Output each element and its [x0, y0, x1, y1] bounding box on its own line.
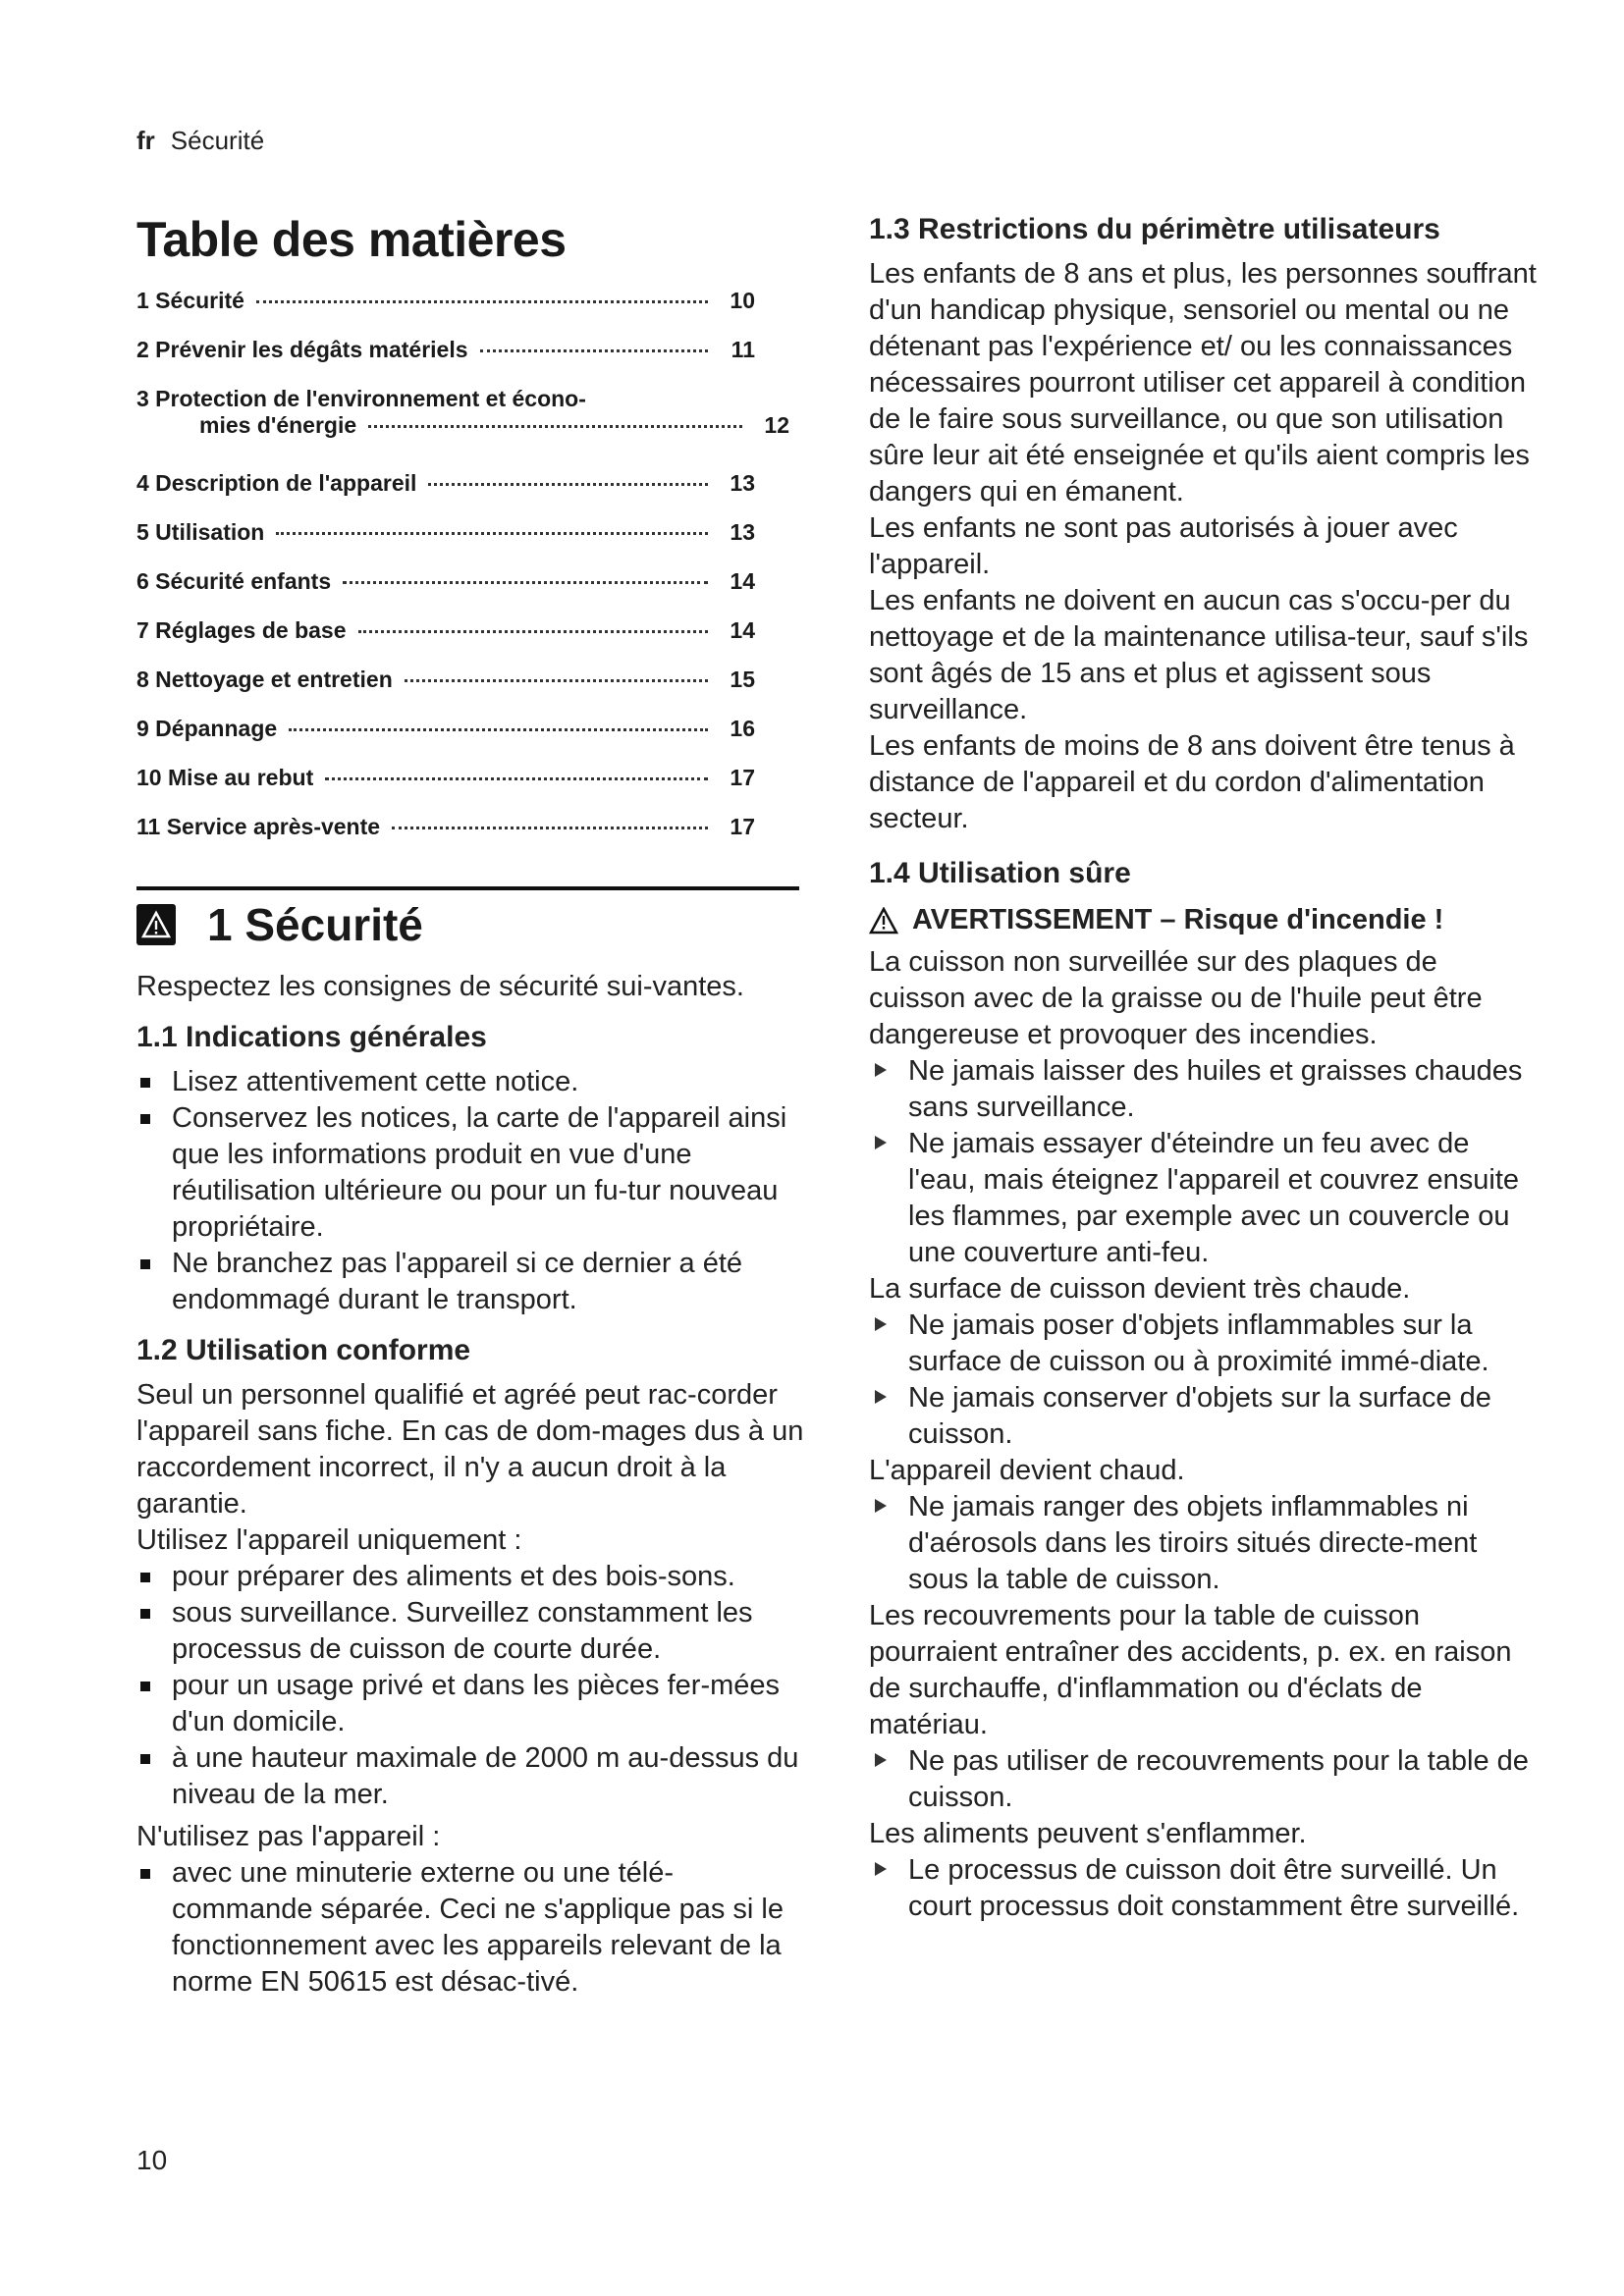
paragraph: Les recouvrements pour la table de cuisson pourraient entraîner des accidents, p. ex. en raison de surchauffe, d'inflammation ou d'éclats de matériau. — [869, 1600, 1512, 1740]
paragraph: Les enfants de 8 ans et plus, les personnes souffrant d'un handicap physique, sensoriel ou mental ou ne détenant pas l'expérience et/ ou les connaissances nécessaires pourront utiliser cet appareil à condition de le faire sous surveillance, ou que son utilisation sûre leur ait été enseignée et qu'ils aient compris les dangers qui en émanent. — [869, 258, 1537, 507]
heading-1-4: 1.4 Utilisation sûre — [869, 857, 1131, 889]
toc-item[interactable]: 4 Description de l'appareil 13 — [136, 470, 755, 496]
list-item: à une hauteur maximale de 2000 m au-dessus du niveau de la mer. — [136, 1740, 804, 1813]
page-header — [136, 126, 264, 156]
list-item: Ne branchez pas l'appareil si ce dernier a été endommagé durant le transport. — [136, 1246, 804, 1318]
heading-1-3: 1.3 Restrictions du périmètre utilisateurs — [869, 213, 1440, 245]
warning-icon — [136, 904, 176, 945]
page-number: 10 — [136, 2145, 168, 2175]
list-item: avec une minuterie externe ou une télé-commande séparée. Ceci ne s'applique pas si le fonctionnement avec les appareils relevant de la norme EN 50615 est désac-tivé. — [136, 1855, 804, 2001]
list-item: Lisez attentivement cette notice. — [136, 1064, 804, 1100]
paragraph: La surface de cuisson devient très chaude. — [869, 1273, 1411, 1305]
toc-title: Table des matières — [136, 212, 567, 267]
action-item: Ne jamais essayer d'éteindre un feu avec de l'eau, mais éteignez l'appareil et couvrez ensuite les flammes, par exemple avec un couvercle ou une couverture anti-feu. — [869, 1126, 1537, 1271]
toc-item[interactable]: 2 Prévenir les dégâts matériels 11 — [136, 337, 755, 362]
heading-1-2: 1.2 Utilisation conforme — [136, 1334, 471, 1366]
paragraph: Les enfants ne sont pas autorisés à jouer avec l'appareil. — [869, 512, 1458, 580]
paragraph: Seul un personnel qualifié et agréé peut rac-corder l'appareil sans fiche. En cas de dom-mages dus à un raccordement incorrect, il n'y a aucun droit à la garantie. — [136, 1379, 804, 1520]
toc-item[interactable]: 10 Mise au rebut 17 — [136, 765, 755, 790]
action-item: Ne jamais conserver d'objets sur la surface de cuisson. — [869, 1380, 1537, 1453]
paragraph: N'utilisez pas l'appareil : — [136, 1821, 441, 1852]
section-heading-securite — [136, 886, 799, 969]
warning-triangle-icon — [869, 907, 898, 934]
action-item: Ne jamais poser d'objets inflammables sur la surface de cuisson ou à proximité immé-diate. — [869, 1308, 1537, 1380]
action-item: Ne pas utiliser de recouvrements pour la table de cuisson. — [869, 1743, 1537, 1816]
section-title: 1 Sécurité — [207, 899, 423, 950]
list-item: Conservez les notices, la carte de l'appareil ainsi que les informations produit en vue d'une réutilisation ultérieure ou pour un fu-tur nouveau propriétaire. — [136, 1100, 804, 1246]
paragraph: L'appareil devient chaud. — [869, 1455, 1185, 1486]
warning-heading: AVERTISSEMENT – Risque d'incendie ! — [869, 902, 1537, 938]
list-item: sous surveillance. Surveillez constamment les processus de cuisson de courte durée. — [136, 1595, 804, 1668]
header-section: Sécurité — [170, 126, 265, 155]
paragraph: Les enfants ne doivent en aucun cas s'occu-per du nettoyage et de la maintenance utilisa-teur, sauf s'ils sont âgés de 15 ans et plus et agissent sous surveillance. — [869, 585, 1529, 725]
toc-item[interactable]: 3 Protection de l'environnement et écono- mies d'énergie 12 — [136, 386, 789, 438]
paragraph: Les aliments peuvent s'enflammer. — [869, 1818, 1307, 1849]
intro-text: Respectez les consignes de sécurité sui-vantes. — [136, 971, 744, 1002]
paragraph: Les enfants de moins de 8 ans doivent être tenus à distance de l'appareil et du cordon d'alimentation secteur. — [869, 730, 1515, 834]
language-code: fr — [136, 126, 155, 155]
toc-item[interactable]: 5 Utilisation 13 — [136, 519, 755, 545]
heading-1-1: 1.1 Indications générales — [136, 1021, 487, 1053]
action-item: Ne jamais laisser des huiles et graisses chaudes sans surveillance. — [869, 1053, 1537, 1126]
left-column — [136, 211, 804, 2001]
action-item: Le processus de cuisson doit être surveillé. Un court processus doit constamment être surveillé. — [869, 1852, 1537, 1925]
list-item: pour un usage privé et dans les pièces fer-mées d'un domicile. — [136, 1668, 804, 1740]
right-column — [869, 211, 1537, 1925]
list-item: pour préparer des aliments et des bois-sons. — [136, 1559, 804, 1595]
table-of-contents — [136, 288, 804, 863]
toc-item[interactable]: 6 Sécurité enfants 14 — [136, 568, 755, 594]
toc-item[interactable]: 11 Service après-vente 17 — [136, 814, 755, 839]
toc-item[interactable]: 9 Dépannage 16 — [136, 716, 755, 741]
toc-item[interactable]: 7 Réglages de base 14 — [136, 617, 755, 643]
toc-item[interactable]: 8 Nettoyage et entretien 15 — [136, 667, 755, 692]
toc-item[interactable]: 1 Sécurité 10 — [136, 288, 755, 313]
action-item: Ne jamais ranger des objets inflammables ni d'aérosols dans les tiroirs situés directe-ment sous la table de cuisson. — [869, 1489, 1537, 1598]
paragraph: Utilisez l'appareil uniquement : — [136, 1524, 522, 1556]
paragraph: La cuisson non surveillée sur des plaques de cuisson avec de la graisse ou de l'huile peut être dangereuse et provoquer des incendies. — [869, 946, 1483, 1050]
